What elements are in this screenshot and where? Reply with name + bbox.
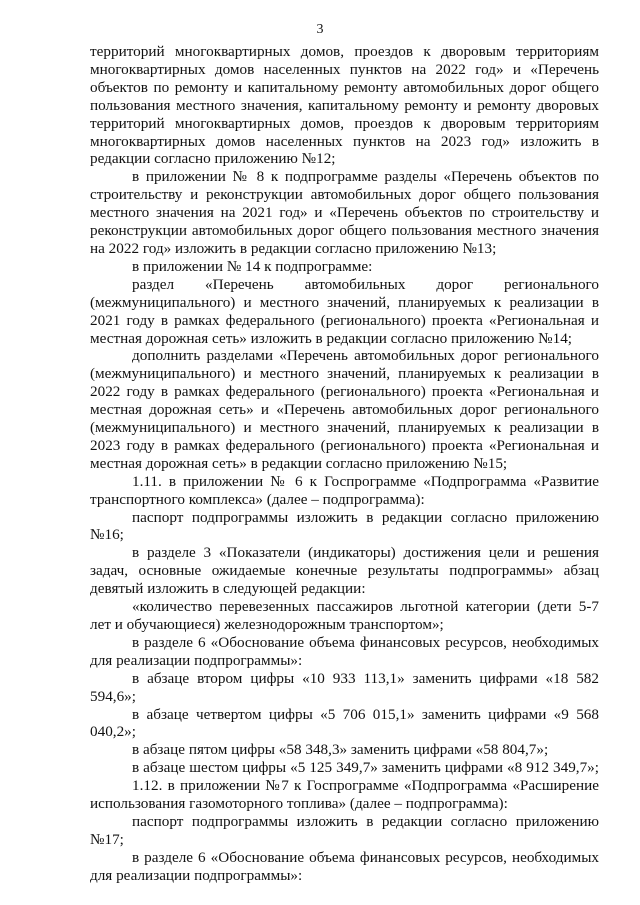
paragraph-passport-17: паспорт подпрограммы изложить в редакции согласно приложению №17; bbox=[90, 812, 599, 848]
paragraph-abzac-5: в абзаце пятом цифры «58 348,3» заменить цифрами «58 804,7»; bbox=[132, 741, 549, 759]
paragraph-sections-2022-2023: дополнить разделами «Перечень автомобильных дорог регионального (межмуниципального) и местного значений, планируемых к реализации в 2022 году в рамках федерального (регионального) проекта «Региональная и местная дорожная сеть» и «Перечень автомобильных дорог регионального (межмуниципального) и местного значений, планируемых к реализации в 2023 году в рамках федерального (регионального) проекта «Региональная и местная дорожная сеть» в редакции согласно приложению №15; bbox=[90, 347, 599, 472]
paragraph-item-1-12: 1.12. в приложении №7 к Госпрограмме «Подпрограмма «Расширение использования газомоторного топлива» (далее – подпрограмма): bbox=[90, 777, 599, 813]
page-number: 3 bbox=[316, 22, 324, 37]
paragraph-abzac-6: в абзаце шестом цифры «5 125 349,7» заменить цифрами «8 912 349,7»; bbox=[132, 759, 599, 777]
paragraph-item-1-11: 1.11. в приложении № 6 к Госпрограмме «Подпрограмма «Развитие транспортного комплекса» (далее – подпрограмма): bbox=[90, 472, 599, 508]
paragraph-quote-passengers: «количество перевезенных пассажиров льготной категории (дети 5-7 лет и обучающиеся) железнодорожным транспортом»; bbox=[90, 598, 599, 633]
paragraph-appendix-14-intro: в приложении № 14 к подпрограмме: bbox=[132, 257, 373, 275]
paragraph-section-3: в разделе 3 «Показатели (индикаторы) достижения цели и решения задач, основные ожидаемые конечные результаты подпрограммы» абзац девятый изложить в следующей редакции: bbox=[90, 544, 599, 598]
paragraph-abzac-4: в абзаце четвертом цифры «5 706 015,1» заменить цифрами «9 568 040,2»; bbox=[90, 705, 599, 741]
paragraph-section-6-a: в разделе 6 «Обоснование объема финансовых ресурсов, необходимых для реализации подпрограммы»: bbox=[90, 633, 599, 669]
paragraph-abzac-2: в абзаце втором цифры «10 933 113,1» заменить цифрами «18 582 594,6»; bbox=[90, 669, 599, 705]
document-body bbox=[90, 43, 599, 885]
paragraph-appendix-8: в приложении № 8 к подпрограмме разделы «Перечень объектов по строительству и реконструкции автомобильных дорог общего пользования местного значения на 2021 год» и «Перечень объектов по строительству и реконструкции автомобильных дорог общего пользования местного значения на 2022 год» изложить в редакции согласно приложению №13; bbox=[90, 168, 599, 257]
paragraph-passport-16: паспорт подпрограммы изложить в редакции согласно приложению №16; bbox=[90, 508, 599, 544]
paragraph-section-6-b: в разделе 6 «Обоснование объема финансовых ресурсов, необходимых для реализации подпрограммы»: bbox=[90, 848, 599, 884]
paragraph-section-2021: раздел «Перечень автомобильных дорог регионального (межмуниципального) и местного значений, планируемых к реализации в 2021 году в рамках федерального (регионального) проекта «Региональная и местная дорожная сеть» изложить в редакции согласно приложению №14; bbox=[90, 275, 599, 347]
paragraph-appendix-12: территорий многоквартирных домов, проездов к дворовым территориям многоквартирных домов населенных пунктов на 2022 год» и «Перечень объектов по ремонту и капитальному ремонту автомобильных дорог общего пользования местного значения, капитальному ремонту и ремонту дворовых территорий многоквартирных домов, проездов к дворовым территориям многоквартирных домов населенных пунктов на 2023 год» изложить в редакции согласно приложению №12; bbox=[90, 43, 599, 168]
